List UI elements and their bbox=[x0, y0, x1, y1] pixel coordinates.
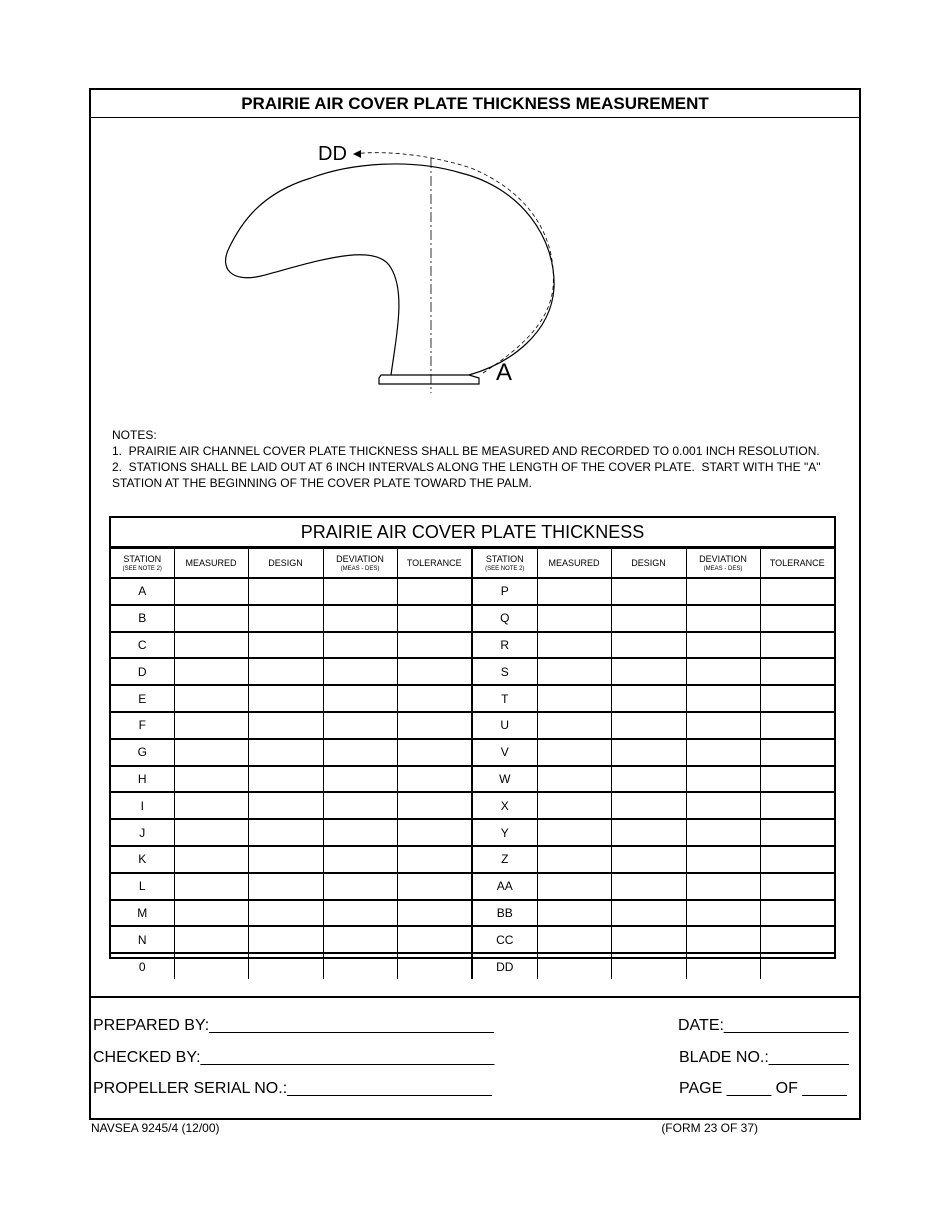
measured-cell[interactable] bbox=[537, 766, 611, 793]
deviation-cell[interactable] bbox=[686, 819, 760, 846]
station-cell: M bbox=[111, 900, 174, 927]
design-cell[interactable] bbox=[248, 792, 323, 819]
station-cell: A bbox=[111, 578, 174, 605]
design-cell[interactable] bbox=[248, 819, 323, 846]
tolerance-cell[interactable] bbox=[397, 953, 472, 979]
deviation-cell[interactable] bbox=[323, 766, 397, 793]
station-cell: J bbox=[111, 819, 174, 846]
station-cell: V bbox=[472, 739, 537, 766]
deviation-cell[interactable] bbox=[686, 846, 760, 873]
measured-cell[interactable] bbox=[537, 926, 611, 953]
deviation-cell[interactable] bbox=[686, 632, 760, 659]
station-cell: 0 bbox=[111, 953, 174, 979]
measured-cell[interactable] bbox=[174, 578, 248, 605]
design-cell[interactable] bbox=[248, 873, 323, 900]
design-cell[interactable] bbox=[248, 578, 323, 605]
station-cell: Q bbox=[472, 605, 537, 632]
station-cell: Z bbox=[472, 846, 537, 873]
table-row bbox=[111, 953, 834, 979]
measured-cell[interactable] bbox=[537, 658, 611, 685]
design-cell[interactable] bbox=[611, 632, 686, 659]
table-row bbox=[111, 792, 834, 819]
design-cell[interactable] bbox=[248, 685, 323, 712]
measured-cell[interactable] bbox=[537, 632, 611, 659]
cover-plate-diagram bbox=[91, 118, 859, 418]
deviation-cell[interactable] bbox=[323, 926, 397, 953]
measured-cell[interactable] bbox=[537, 605, 611, 632]
station-cell: P bbox=[472, 578, 537, 605]
design-cell[interactable] bbox=[248, 632, 323, 659]
arrow-head-icon bbox=[353, 150, 361, 158]
checked-by-field[interactable]: CHECKED BY:_________________________________ bbox=[93, 1049, 495, 1066]
measured-cell[interactable] bbox=[174, 712, 248, 739]
design-cell[interactable] bbox=[611, 819, 686, 846]
tolerance-cell[interactable] bbox=[760, 712, 834, 739]
measured-cell[interactable] bbox=[537, 739, 611, 766]
measured-cell[interactable] bbox=[537, 578, 611, 605]
station-cell: W bbox=[472, 766, 537, 793]
tolerance-cell[interactable] bbox=[760, 578, 834, 605]
station-cell: C bbox=[111, 632, 174, 659]
header-deviation: DEVIATION (MEAS - DES) bbox=[323, 549, 397, 579]
deviation-cell[interactable] bbox=[323, 739, 397, 766]
station-cell: AA bbox=[472, 873, 537, 900]
deviation-cell[interactable] bbox=[323, 900, 397, 927]
tolerance-cell[interactable] bbox=[760, 766, 834, 793]
deviation-cell[interactable] bbox=[323, 792, 397, 819]
design-cell[interactable] bbox=[611, 900, 686, 927]
measured-cell[interactable] bbox=[537, 792, 611, 819]
form-of: (FORM 23 OF 37) bbox=[661, 1121, 758, 1135]
station-cell: E bbox=[111, 685, 174, 712]
page-of-field[interactable]: PAGE _____ OF _____ bbox=[679, 1080, 847, 1097]
design-cell[interactable] bbox=[611, 873, 686, 900]
header-tolerance: TOLERANCE bbox=[760, 549, 834, 579]
deviation-cell[interactable] bbox=[323, 712, 397, 739]
station-cell: U bbox=[472, 712, 537, 739]
tolerance-cell[interactable] bbox=[397, 900, 472, 927]
design-cell[interactable] bbox=[248, 953, 323, 979]
measured-cell[interactable] bbox=[174, 739, 248, 766]
measured-cell[interactable] bbox=[174, 819, 248, 846]
tolerance-cell[interactable] bbox=[760, 632, 834, 659]
station-cell: G bbox=[111, 739, 174, 766]
note-2: 2. STATIONS SHALL BE LAID OUT AT 6 INCH INTERVALS ALONG THE LENGTH OF THE COVER PLATE. START WITH THE "A" STATION AT THE BEGINNING OF THE COVER PLATE TOWARD THE PALM. bbox=[112, 460, 824, 490]
tolerance-cell[interactable] bbox=[397, 792, 472, 819]
deviation-cell[interactable] bbox=[686, 766, 760, 793]
label-dd: DD bbox=[318, 143, 347, 165]
table-row bbox=[111, 578, 834, 605]
deviation-cell[interactable] bbox=[686, 685, 760, 712]
design-cell[interactable] bbox=[611, 953, 686, 979]
tolerance-cell[interactable] bbox=[760, 900, 834, 927]
prepared-by-field[interactable]: PREPARED BY:________________________________ bbox=[93, 1017, 494, 1034]
design-cell[interactable] bbox=[611, 792, 686, 819]
deviation-cell[interactable] bbox=[686, 658, 760, 685]
deviation-cell[interactable] bbox=[323, 578, 397, 605]
design-cell[interactable] bbox=[611, 846, 686, 873]
deviation-cell[interactable] bbox=[323, 658, 397, 685]
station-cell: BB bbox=[472, 900, 537, 927]
table-row bbox=[111, 873, 834, 900]
station-cell: H bbox=[111, 766, 174, 793]
deviation-cell[interactable] bbox=[686, 578, 760, 605]
measured-cell[interactable] bbox=[174, 926, 248, 953]
header-station: STATION (SEE NOTE 2) bbox=[472, 549, 537, 579]
tolerance-cell[interactable] bbox=[397, 766, 472, 793]
label-a: A bbox=[496, 359, 513, 386]
table-row bbox=[111, 926, 834, 953]
measured-cell[interactable] bbox=[537, 873, 611, 900]
tolerance-cell[interactable] bbox=[760, 685, 834, 712]
notes bbox=[112, 427, 852, 491]
tolerance-cell[interactable] bbox=[397, 632, 472, 659]
header-design: DESIGN bbox=[248, 549, 323, 579]
station-cell: S bbox=[472, 658, 537, 685]
tolerance-cell[interactable] bbox=[397, 578, 472, 605]
design-cell[interactable] bbox=[248, 658, 323, 685]
measured-cell[interactable] bbox=[537, 900, 611, 927]
station-cell: DD bbox=[472, 953, 537, 979]
tolerance-cell[interactable] bbox=[397, 819, 472, 846]
measured-cell[interactable] bbox=[537, 819, 611, 846]
table-row bbox=[111, 846, 834, 873]
header-tolerance: TOLERANCE bbox=[397, 549, 472, 579]
blade-outline bbox=[226, 164, 555, 375]
note-1: 1. PRAIRIE AIR CHANNEL COVER PLATE THICKNESS SHALL BE MEASURED AND RECORDED TO 0.001 INCH RESOLUTION. bbox=[112, 444, 820, 458]
deviation-cell[interactable] bbox=[686, 926, 760, 953]
design-cell[interactable] bbox=[248, 766, 323, 793]
notes-heading: NOTES: bbox=[112, 428, 157, 442]
measured-cell[interactable] bbox=[174, 900, 248, 927]
thickness-grid bbox=[111, 548, 834, 979]
tolerance-cell[interactable] bbox=[760, 792, 834, 819]
tolerance-cell[interactable] bbox=[760, 926, 834, 953]
table-header-row bbox=[111, 549, 834, 579]
header-station: STATION (SEE NOTE 2) bbox=[111, 549, 174, 579]
design-cell[interactable] bbox=[248, 900, 323, 927]
measured-cell[interactable] bbox=[174, 658, 248, 685]
station-cell: N bbox=[111, 926, 174, 953]
design-cell[interactable] bbox=[248, 846, 323, 873]
station-cell: B bbox=[111, 605, 174, 632]
measurement-path bbox=[353, 153, 553, 373]
design-cell[interactable] bbox=[611, 658, 686, 685]
measured-cell[interactable] bbox=[174, 846, 248, 873]
propeller-serial-field[interactable]: PROPELLER SERIAL NO.:_______________________ bbox=[93, 1080, 492, 1097]
design-cell[interactable] bbox=[611, 739, 686, 766]
tolerance-cell[interactable] bbox=[760, 739, 834, 766]
design-cell[interactable] bbox=[248, 926, 323, 953]
measured-cell[interactable] bbox=[174, 766, 248, 793]
tolerance-cell[interactable] bbox=[760, 605, 834, 632]
deviation-cell[interactable] bbox=[323, 846, 397, 873]
station-cell: T bbox=[472, 685, 537, 712]
design-cell[interactable] bbox=[611, 685, 686, 712]
table-row bbox=[111, 766, 834, 793]
deviation-cell[interactable] bbox=[323, 685, 397, 712]
measured-cell[interactable] bbox=[537, 953, 611, 979]
tolerance-cell[interactable] bbox=[760, 658, 834, 685]
design-cell[interactable] bbox=[611, 712, 686, 739]
measured-cell[interactable] bbox=[174, 873, 248, 900]
deviation-cell[interactable] bbox=[686, 792, 760, 819]
deviation-cell[interactable] bbox=[686, 739, 760, 766]
header-deviation: DEVIATION (MEAS - DES) bbox=[686, 549, 760, 579]
table-row bbox=[111, 819, 834, 846]
design-cell[interactable] bbox=[611, 605, 686, 632]
table-row bbox=[111, 739, 834, 766]
deviation-cell[interactable] bbox=[323, 819, 397, 846]
tolerance-cell[interactable] bbox=[397, 739, 472, 766]
table-row bbox=[111, 685, 834, 712]
station-cell: CC bbox=[472, 926, 537, 953]
tolerance-cell[interactable] bbox=[397, 926, 472, 953]
measured-cell[interactable] bbox=[174, 953, 248, 979]
blade-no-field[interactable]: BLADE NO.:_________ bbox=[679, 1049, 849, 1066]
table-row bbox=[111, 658, 834, 685]
tolerance-cell[interactable] bbox=[760, 873, 834, 900]
tolerance-cell[interactable] bbox=[397, 685, 472, 712]
tolerance-cell[interactable] bbox=[397, 712, 472, 739]
tolerance-cell[interactable] bbox=[397, 873, 472, 900]
table-row bbox=[111, 712, 834, 739]
design-cell[interactable] bbox=[611, 578, 686, 605]
table-row bbox=[111, 900, 834, 927]
deviation-cell[interactable] bbox=[686, 873, 760, 900]
station-cell: L bbox=[111, 873, 174, 900]
deviation-cell[interactable] bbox=[686, 953, 760, 979]
date-field[interactable]: DATE:______________ bbox=[678, 1017, 849, 1034]
table-row bbox=[111, 632, 834, 659]
header-design: DESIGN bbox=[611, 549, 686, 579]
blade-base bbox=[379, 375, 479, 384]
tolerance-cell[interactable] bbox=[397, 658, 472, 685]
form-number: NAVSEA 9245/4 (12/00) bbox=[91, 1121, 220, 1135]
measured-cell[interactable] bbox=[174, 685, 248, 712]
tolerance-cell[interactable] bbox=[760, 953, 834, 979]
tolerance-cell[interactable] bbox=[397, 605, 472, 632]
deviation-cell[interactable] bbox=[686, 605, 760, 632]
design-cell[interactable] bbox=[611, 926, 686, 953]
table-title: PRAIRIE AIR COVER PLATE THICKNESS bbox=[111, 518, 834, 548]
tolerance-cell[interactable] bbox=[760, 819, 834, 846]
header-measured: MEASURED bbox=[537, 549, 611, 579]
deviation-cell[interactable] bbox=[323, 605, 397, 632]
station-cell: I bbox=[111, 792, 174, 819]
signature-block bbox=[91, 996, 859, 1118]
form-frame bbox=[89, 88, 861, 1120]
design-cell[interactable] bbox=[248, 605, 323, 632]
station-cell: D bbox=[111, 658, 174, 685]
measured-cell[interactable] bbox=[174, 792, 248, 819]
tolerance-cell[interactable] bbox=[397, 846, 472, 873]
measured-cell[interactable] bbox=[537, 712, 611, 739]
station-cell: K bbox=[111, 846, 174, 873]
deviation-cell[interactable] bbox=[323, 953, 397, 979]
deviation-cell[interactable] bbox=[686, 712, 760, 739]
thickness-table bbox=[109, 516, 836, 974]
design-cell[interactable] bbox=[248, 712, 323, 739]
form-title: PRAIRIE AIR COVER PLATE THICKNESS MEASUREMENT bbox=[91, 90, 859, 118]
design-cell[interactable] bbox=[611, 766, 686, 793]
measured-cell[interactable] bbox=[537, 685, 611, 712]
station-cell: F bbox=[111, 712, 174, 739]
tolerance-cell[interactable] bbox=[760, 846, 834, 873]
station-cell: X bbox=[472, 792, 537, 819]
station-cell: Y bbox=[472, 819, 537, 846]
deviation-cell[interactable] bbox=[323, 632, 397, 659]
header-measured: MEASURED bbox=[174, 549, 248, 579]
deviation-cell[interactable] bbox=[323, 873, 397, 900]
deviation-cell[interactable] bbox=[686, 900, 760, 927]
station-cell: R bbox=[472, 632, 537, 659]
measured-cell[interactable] bbox=[174, 605, 248, 632]
measured-cell[interactable] bbox=[174, 632, 248, 659]
measured-cell[interactable] bbox=[537, 846, 611, 873]
table-row bbox=[111, 605, 834, 632]
design-cell[interactable] bbox=[248, 739, 323, 766]
